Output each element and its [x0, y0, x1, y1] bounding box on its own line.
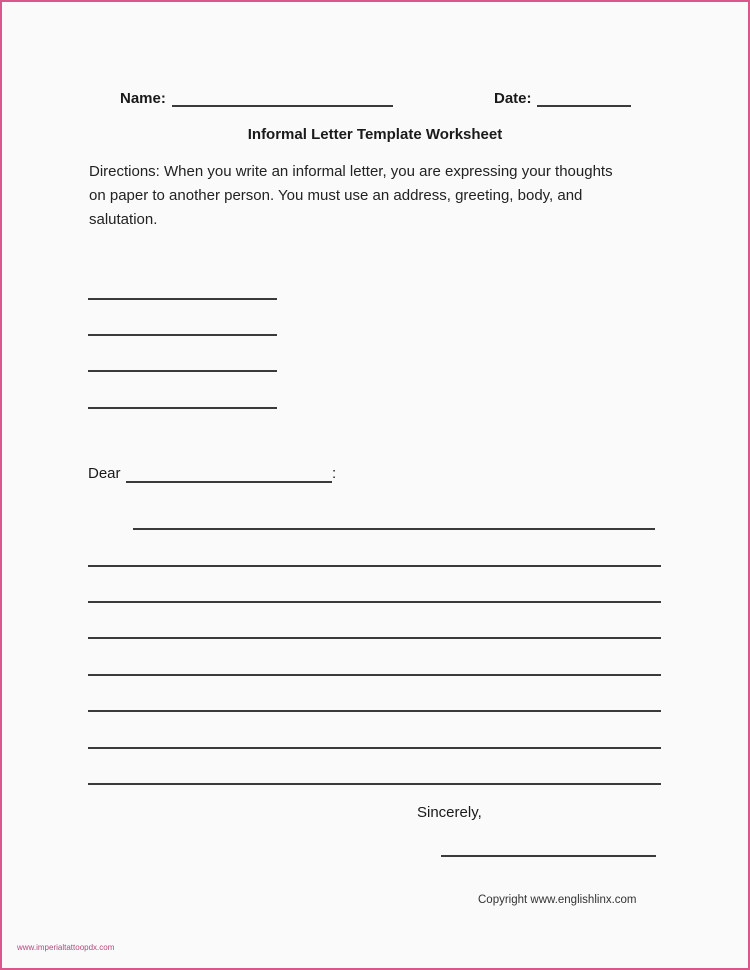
copyright-text: Copyright www.englishlinx.com	[478, 894, 637, 906]
closing-text: Sincerely,	[417, 804, 482, 821]
body-line-8[interactable]	[88, 783, 661, 785]
signature-field[interactable]	[441, 855, 656, 857]
date-field[interactable]	[537, 105, 631, 107]
address-line-1[interactable]	[88, 298, 277, 300]
body-line-3[interactable]	[88, 601, 661, 603]
body-line-6[interactable]	[88, 710, 661, 712]
greeting-label: Dear	[88, 465, 121, 482]
directions-line: on paper to another person. You must use an address, greeting, body, and	[89, 187, 583, 204]
directions-text	[89, 160, 689, 232]
body-line-2[interactable]	[88, 565, 661, 567]
address-line-3[interactable]	[88, 370, 277, 372]
name-label: Name:	[120, 90, 166, 107]
watermark-link[interactable]: www.imperialtattoopdx.com	[17, 943, 115, 952]
body-line-4[interactable]	[88, 637, 661, 639]
name-field[interactable]	[172, 105, 393, 107]
greeting-name-field[interactable]	[126, 481, 332, 483]
greeting-colon: :	[332, 465, 337, 482]
body-line-5[interactable]	[88, 674, 661, 676]
body-line-1[interactable]	[133, 528, 655, 530]
worksheet-title: Informal Letter Template Worksheet	[247, 126, 503, 143]
date-label: Date:	[494, 90, 532, 107]
directions-line: salutation.	[89, 211, 158, 228]
address-line-2[interactable]	[88, 334, 277, 336]
body-line-7[interactable]	[88, 747, 661, 749]
address-line-4[interactable]	[88, 407, 277, 409]
directions-line: Directions: When you write an informal letter, you are expressing your thoughts	[89, 163, 613, 180]
